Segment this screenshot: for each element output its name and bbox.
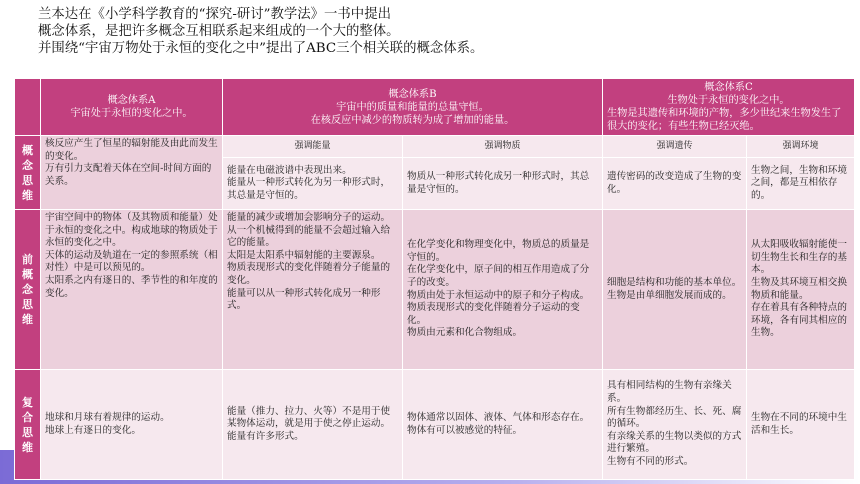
row-label-concept-thinking: 概念思维 — [15, 136, 41, 210]
r2-b-energy: 能量的减少或增加会影响分子的运动。 从一个机械得到的能量不会超过输入给它的能量。 太阳是太阳系中辐射能的主要源泉。 物质表现形式的变化伴随着分子能量的变化。 能量可以从一种形式转化成另一种形式。 — [223, 210, 403, 370]
intro-text — [38, 6, 838, 57]
r3-b-matter: 物体通常以固体、液体、气体和形态存在。 物体有可以被感觉的特征。 — [403, 370, 603, 480]
header-a-title: 概念体系A — [107, 95, 156, 106]
r2-c-heredity: 细胞是结构和功能的基本单位。 生物是由单细胞发展而成的。 — [603, 210, 747, 370]
header-c-desc-2: 生物是其遗传和环境的产物，多少世纪来生物发生了很大的变化；有些生物已经灭绝。 — [607, 108, 842, 132]
row-label-preconcept-thinking: 前概念思维 — [15, 210, 41, 370]
header-c-desc-1: 生物处于永恒的变化之中。 — [667, 95, 790, 106]
r2-b-matter: 在化学变化和物理变化中，物质总的质量是守恒的。 在化学变化中，原子间的相互作用造成了分子的改变。 物质由处于永恒运动中的原子和分子构成。 物质表现形式的变化伴随着分子运动的变化。 物质由元素和化合物组成。 — [403, 210, 603, 370]
header-b-title: 概念体系B — [388, 88, 437, 100]
sub-header-heredity: 强调遗传 — [603, 136, 747, 158]
r2-c-environment: 从太阳吸收辐射能使一切生物生长和生存的基本。 生物及其环境互相交换物质和能量。 存在着具有各种特点的环境，各有同其相应的生物。 — [747, 210, 855, 370]
r3-c-heredity: 具有相同结构的生物有亲缘关系。 所有生物都经历生、长、死、腐的循环。 有亲缘关系的生物以类似的方式进行繁殖。 生物有不同的形式。 — [603, 370, 747, 480]
concept-system-table — [14, 78, 855, 480]
header-a-desc: 宇宙处于永恒的变化之中。 — [70, 108, 193, 119]
r1-c-heredity: 遗传密码的改变造成了生物的变化。 — [603, 158, 747, 210]
sub-header-environment: 强调环境 — [747, 136, 855, 158]
row-label-compound-thinking: 复合思维 — [15, 370, 41, 480]
header-b-desc-2: 在核反应中减少的物质转为成了增加的能量。 — [310, 114, 515, 126]
corner-cell — [15, 79, 41, 136]
r1-b-matter: 物质从一种形式转化成另一种形式时，其总量是守恒的。 — [403, 158, 603, 210]
r2-system-a: 宇宙空间中的物体（及其物质和能量）处于永恒的变化之中。构成地球的物质处于永恒的变化之中。 天体的运动及轨道在一定的参照系统（相对性）中是可以预见的。 太阳系之内有逐日的、季节性的和年度的变化。 — [41, 210, 223, 370]
header-c-title: 概念体系C — [704, 82, 753, 93]
header-system-c — [603, 79, 855, 136]
intro-line-2: 概念体系，是把许多概念互相联系起来组成的一个大的整体。 — [38, 24, 400, 39]
r1-system-a: 核反应产生了恒星的辐射能及由此而发生的变化。 万有引力支配着天体在空间-时间方面的关系。 — [41, 136, 223, 210]
r3-b-energy: 能量（推力、拉力、火等）不是用于使某物体运动，就是用于使之停止运动。 能量有许多形式。 — [223, 370, 403, 480]
intro-line-1: 兰本达在《小学科学教育的“探究-研讨”教学法》一书中提出 — [38, 7, 391, 22]
r1-c-environment: 生物之间，生物和环境之间，都是互相依存的。 — [747, 158, 855, 210]
r1-b-energy: 能量在电磁波谱中表现出来。 能量从一种形式转化为另一种形式时，其总量是守恒的。 — [223, 158, 403, 210]
header-b-desc-1: 宇宙中的质量和能量的总量守恒。 — [336, 101, 489, 113]
r3-c-environment: 生物在不同的环境中生活和生长。 — [747, 370, 855, 480]
intro-line-3: 并围绕“宇宙万物处于永恒的变化之中”提出了ABC三个相关联的概念体系。 — [38, 41, 484, 56]
header-system-b — [223, 79, 603, 136]
sub-header-energy: 强调能量 — [223, 136, 403, 158]
header-system-a — [41, 79, 223, 136]
sub-header-matter: 强调物质 — [403, 136, 603, 158]
r3-system-a: 地球和月球有着规律的运动。 地球上有逐日的变化。 — [41, 370, 223, 480]
